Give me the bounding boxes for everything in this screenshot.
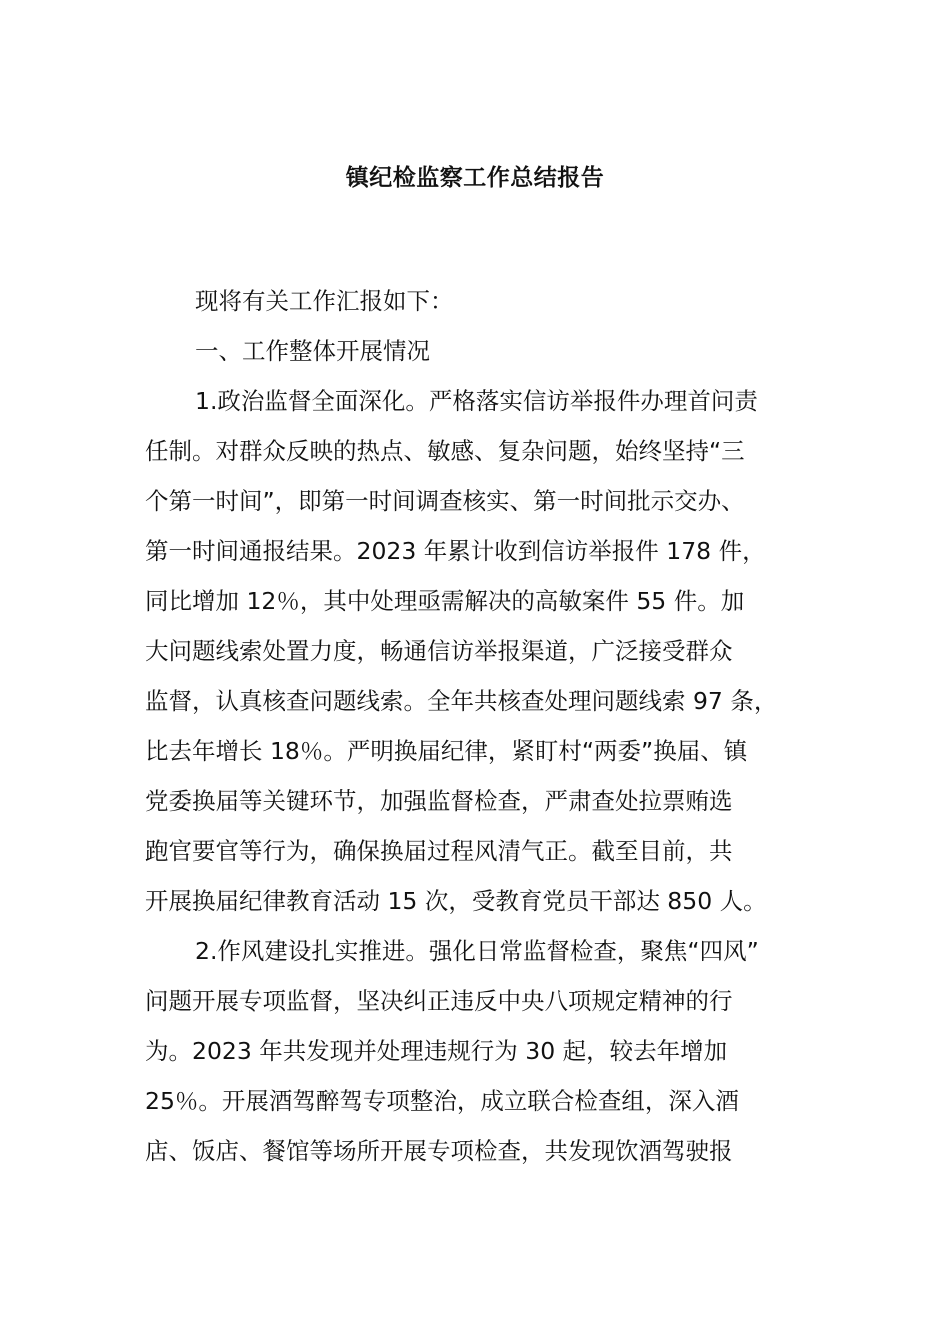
text-line: 跑官要官等行为，确保换届过程风清气正。截至目前，共: [145, 837, 733, 865]
text-line: 监督，认真核查问题线索。全年共核查处理问题线索 97 条，: [145, 687, 778, 715]
text-line: 为。2023 年共发现并处理违规行为 30 起，较去年增加: [145, 1037, 728, 1065]
section-heading: 一、工作整体开展情况: [195, 337, 430, 365]
text-line: 任制。对群众反映的热点、敏感、复杂问题，始终坚持“三: [145, 437, 745, 465]
text-line: 同比增加 12％，其中处理亟需解决的高敏案件 55 件。加: [145, 587, 745, 615]
text-line: 店、饭店、餐馆等场所开展专项检查，共发现饮酒驾驶报: [145, 1137, 733, 1165]
text-line: 2.作风建设扎实推进。强化日常监督检查，聚焦“四风”: [195, 937, 759, 965]
text-line: 第一时间通报结果。2023 年累计收到信访举报件 178 件，: [145, 537, 766, 565]
text-line: 个第一时间”，即第一时间调查核实、第一时间批示交办、: [145, 487, 745, 515]
text-line: 党委换届等关键环节，加强监督检查，严肃查处拉票贿选: [145, 787, 733, 815]
text-line: 25％。开展酒驾醉驾专项整治，成立联合检查组，深入酒: [145, 1087, 739, 1115]
text-line: 比去年增长 18％。严明换届纪律，紧盯村“两委”换届、镇: [145, 737, 748, 765]
text-line: 大问题线索处置力度，畅通信访举报渠道，广泛接受群众: [145, 637, 733, 665]
text-line: 开展换届纪律教育活动 15 次，受教育党员干部达 850 人。: [145, 887, 767, 915]
text-line: 1.政治监督全面深化。严格落实信访举报件办理首问责: [195, 387, 758, 415]
text-line: 现将有关工作汇报如下：: [195, 287, 454, 315]
text-line: 问题开展专项监督，坚决纠正违反中央八项规定精神的行: [145, 987, 733, 1015]
document-title: 镇纪检监察工作总结报告: [345, 165, 605, 191]
